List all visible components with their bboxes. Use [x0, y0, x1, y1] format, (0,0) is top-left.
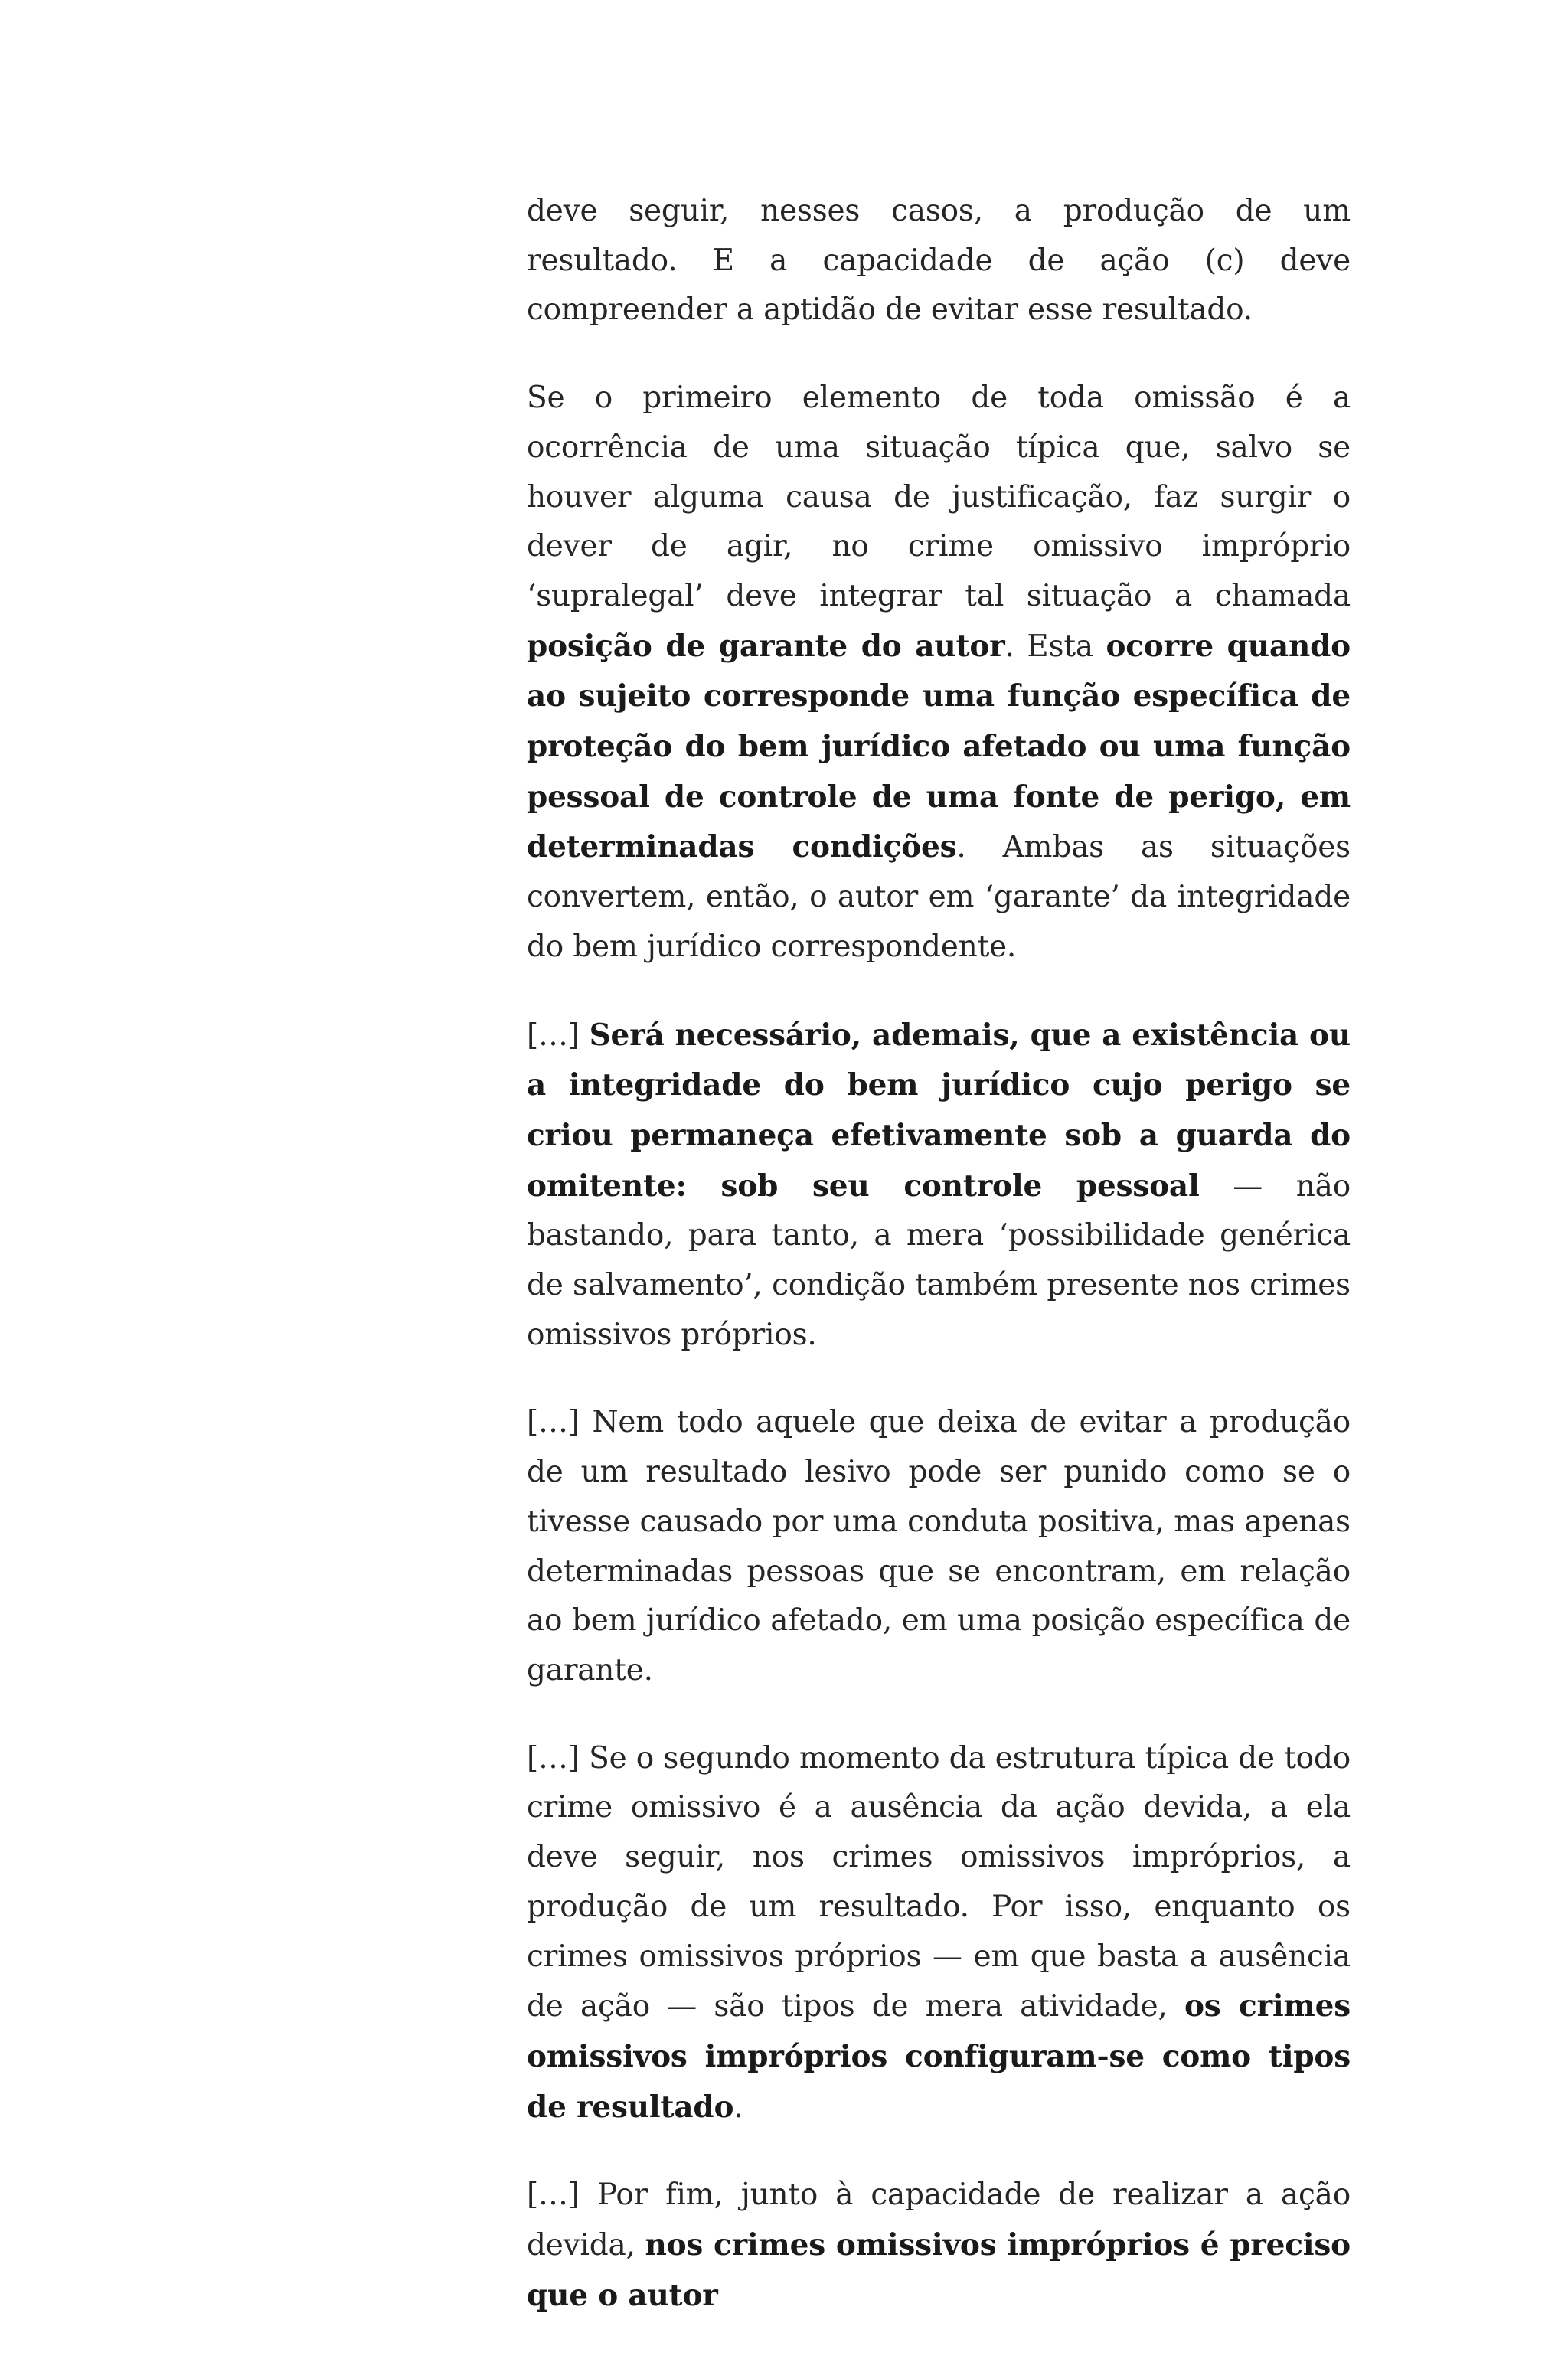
- bold-text-run: posição de garante do autor: [527, 628, 1005, 664]
- paragraph: [527, 1011, 1351, 1361]
- bold-text-run: Será necessário, ademais, que a existência ou a integridade do bem jurídico cujo perigo se criou permaneça efetivamente sob a guarda do omitente: sob seu controle pessoal: [527, 1017, 1351, 1204]
- bold-text-run: ocorre quando ao sujeito corresponde uma função específica de proteção do bem jurídico afetado ou uma função pessoal de controle de uma fonte de perigo, em determinadas condições: [527, 628, 1351, 865]
- paragraph: [527, 2171, 1351, 2321]
- text-run: […] Por fim, junto à capacidade de realizar a ação devida,: [527, 2178, 1351, 2263]
- text-run: […] Nem todo aquele que deixa de evitar a produção de um resultado lesivo pode ser punido como se o tivesse causado por uma conduta positiva, mas apenas determinadas pessoas que se encontram, em relação ao bem jurídico afetado, em uma posição específica de garante.: [527, 1405, 1351, 1688]
- text-run: .: [733, 2089, 743, 2125]
- paragraph: [527, 374, 1351, 972]
- text-run: Se o primeiro elemento de toda omissão é a ocorrência de uma situação típica que, salvo se houver alguma causa de justificação, faz surgir o dever de agir, no crime omissivo impróprio ‘supralegal’ deve integrar tal situação a chamada: [527, 381, 1351, 613]
- paragraph: [527, 1398, 1351, 1695]
- text-run: . Esta: [1004, 629, 1106, 664]
- text-column: [527, 187, 1351, 2359]
- bold-text-run: nos crimes omissivos impróprios é preciso que o autor: [527, 2227, 1351, 2313]
- paragraph: [527, 1734, 1351, 2133]
- bold-text-run: os crimes omissivos impróprios configuram-se como tipos de resultado: [527, 1988, 1351, 2125]
- text-run: […]: [527, 1018, 590, 1053]
- text-run: — não bastando, para tanto, a mera ‘possibilidade genérica de salvamento’, condição também presente nos crimes omissivos próprios.: [527, 1168, 1351, 1352]
- paragraph: [527, 187, 1351, 335]
- text-run: […] Se o segundo momento da estrutura típica de todo crime omissivo é a ausência da ação devida, a ela deve seguir, nos crimes omissivos impróprios, a produção de um resultado. Por isso, enquanto os crimes omissivos próprios — em que basta a ausência de ação — são tipos de mera atividade,: [527, 1740, 1351, 2024]
- text-run: deve seguir, nesses casos, a produção de um resultado. E a capacidade de ação (c) deve compreender a aptidão de evitar esse resultado.: [527, 194, 1351, 328]
- text-run: . Ambas as situações convertem, então, o autor em ‘garante’ da integridade do bem jurídico correspondente.: [527, 830, 1351, 964]
